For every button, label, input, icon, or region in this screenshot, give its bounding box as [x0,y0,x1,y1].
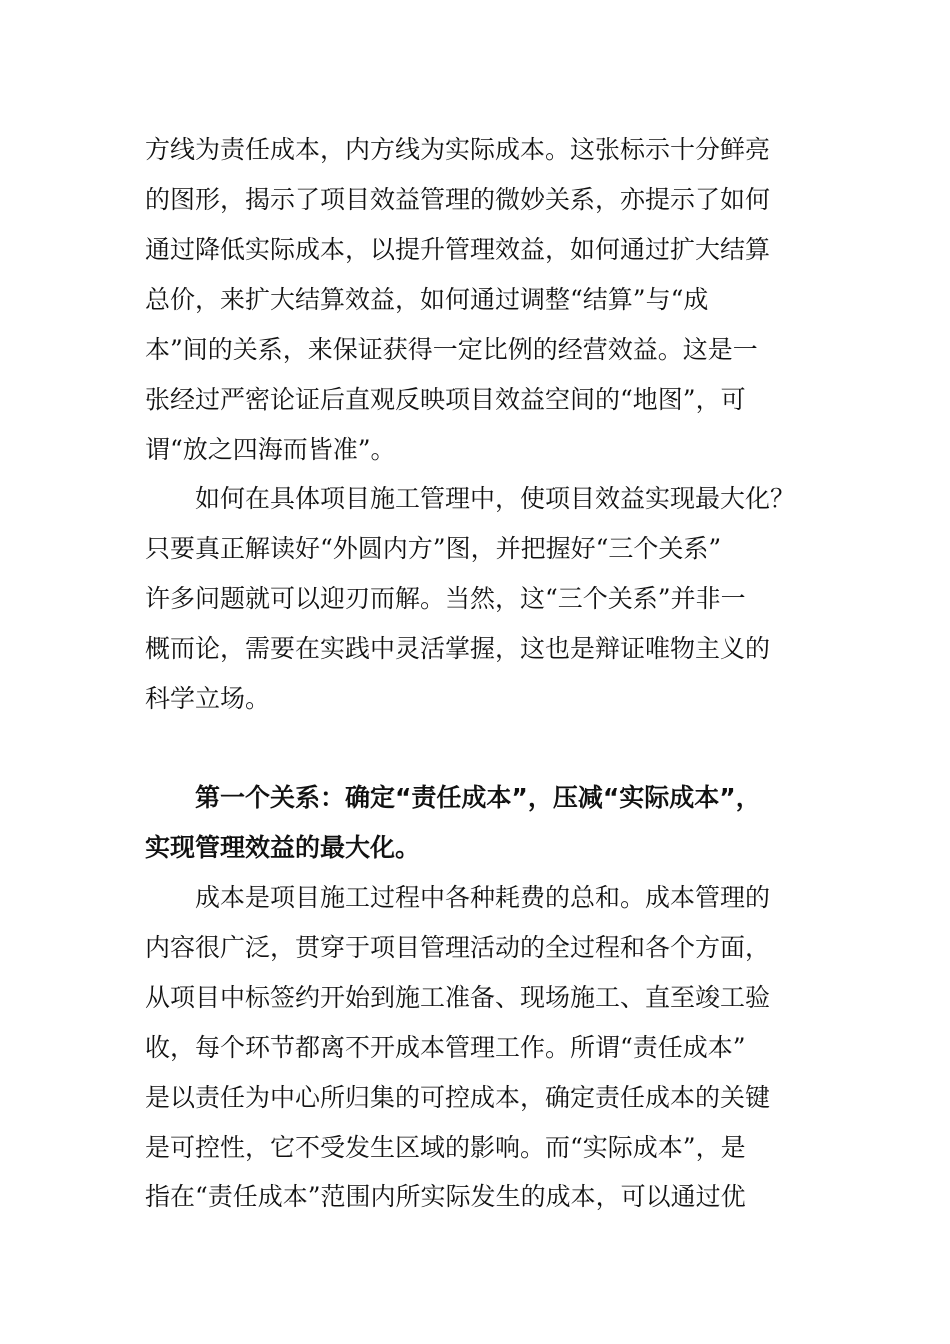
paragraph-1-line-1: 方线为责任成本，内方线为实际成本。这张标示十分鲜亮 [145,135,771,164]
section-heading-line-2: 实现管理效益的最大化。 [145,833,421,862]
body-line-3: 从项目中标签约开始到施工准备、现场施工、直至竣工验 [145,983,771,1012]
paragraph-2-line-3: 许多问题就可以迎刃而解。当然，这“三个关系”并非一 [145,584,746,613]
paragraph-1-line-7: 谓“放之四海而皆准”。 [145,435,396,464]
section-heading-line-1: 第一个关系：确定“责任成本”，压减“实际成本”， [195,783,761,812]
paragraph-1-line-6: 张经过严密论证后直观反映项目效益空间的“地图”，可 [145,385,746,414]
body-line-2: 内容很广泛，贯穿于项目管理活动的全过程和各个方面， [145,933,771,962]
body-line-5: 是以责任为中心所归集的可控成本，确定责任成本的关键 [145,1083,771,1112]
paragraph-1-line-4: 总价，来扩大结算效益，如何通过调整“结算”与“成 [145,285,709,314]
paragraph-2-line-1: 如何在具体项目施工管理中，使项目效益实现最大化？ [195,484,796,513]
paragraph-1-line-2: 的图形，揭示了项目效益管理的微妙关系，亦提示了如何 [145,185,771,214]
body-line-6: 是可控性，它不受发生区域的影响。而“实际成本”，是 [145,1133,746,1162]
paragraph-2-line-5: 科学立场。 [145,684,271,713]
paragraph-2-line-2: 只要真正解读好“外圆内方”图，并把握好“三个关系” [145,534,722,563]
paragraph-2-line-4: 概而论，需要在实践中灵活掌握，这也是辩证唯物主义的 [145,634,771,663]
body-line-1: 成本是项目施工过程中各种耗费的总和。成本管理的 [195,883,771,912]
body-line-7: 指在“责任成本”范围内所实际发生的成本，可以通过优 [145,1182,746,1211]
paragraph-1-line-5: 本”间的关系，来保证获得一定比例的经营效益。这是一 [145,335,758,364]
paragraph-1-line-3: 通过降低实际成本，以提升管理效益，如何通过扩大结算 [145,235,771,264]
body-line-4: 收，每个环节都离不开成本管理工作。所谓“责任成本” [145,1033,746,1062]
